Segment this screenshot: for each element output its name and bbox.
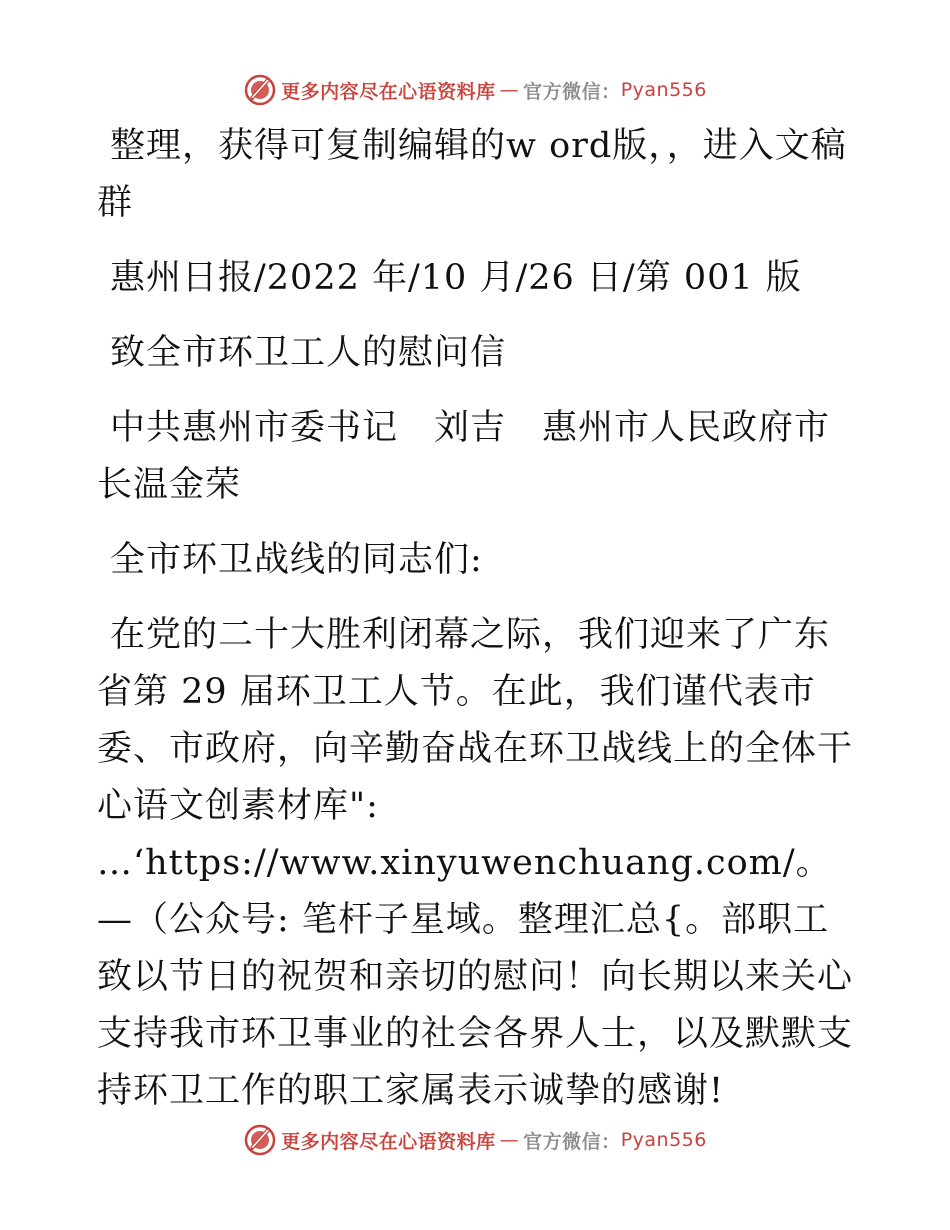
document-body bbox=[97, 118, 857, 1138]
footer-watermark-banner bbox=[0, 1120, 950, 1160]
wechat-label: 官方微信： bbox=[523, 1130, 621, 1153]
brand-text: 更多内容尽在心语资料库 bbox=[281, 1130, 496, 1153]
body-paragraph: 在党的二十大胜利闭幕之际，我们迎来了广东省第 29 届环卫工人节。在此，我们谨代表市委、市政府，向辛勤奋战在环卫战线上的全体干心语文创素材库": …‘https://www.xinyuwenchuang.com/。—（公众号: 笔杆子星域。整理汇总{。部职工致以节日的祝贺和亲切的慰问！向长期以来关心支持我市环卫事业的社会各界人士，以及默默支持环卫工作的职工家属表示诚挚的感谢! bbox=[97, 615, 854, 1111]
headline: 致全市环卫工人的慰问信 bbox=[110, 333, 507, 373]
source-line: 惠州日报/2022 年/10 月/26 日/第 001 版 bbox=[110, 258, 802, 298]
authors-line: 中共惠州市委书记 刘吉 惠州市人民政府市长温金荣 bbox=[97, 408, 831, 505]
wechat-label: 官方微信： bbox=[523, 80, 621, 103]
wechat-id: Pyan556 bbox=[620, 79, 707, 101]
intro-line: 整理，获得可复制编辑的w ord版，，进入文稿群 bbox=[97, 126, 847, 223]
banner-separator: — bbox=[499, 79, 520, 101]
quill-seal-icon bbox=[243, 1123, 277, 1157]
wechat-id: Pyan556 bbox=[620, 1129, 707, 1151]
banner-separator: — bbox=[499, 1129, 520, 1151]
salutation: 全市环卫战线的同志们: bbox=[110, 540, 483, 580]
brand-text: 更多内容尽在心语资料库 bbox=[281, 80, 496, 103]
quill-seal-icon bbox=[243, 73, 277, 107]
header-watermark-banner bbox=[0, 70, 950, 110]
